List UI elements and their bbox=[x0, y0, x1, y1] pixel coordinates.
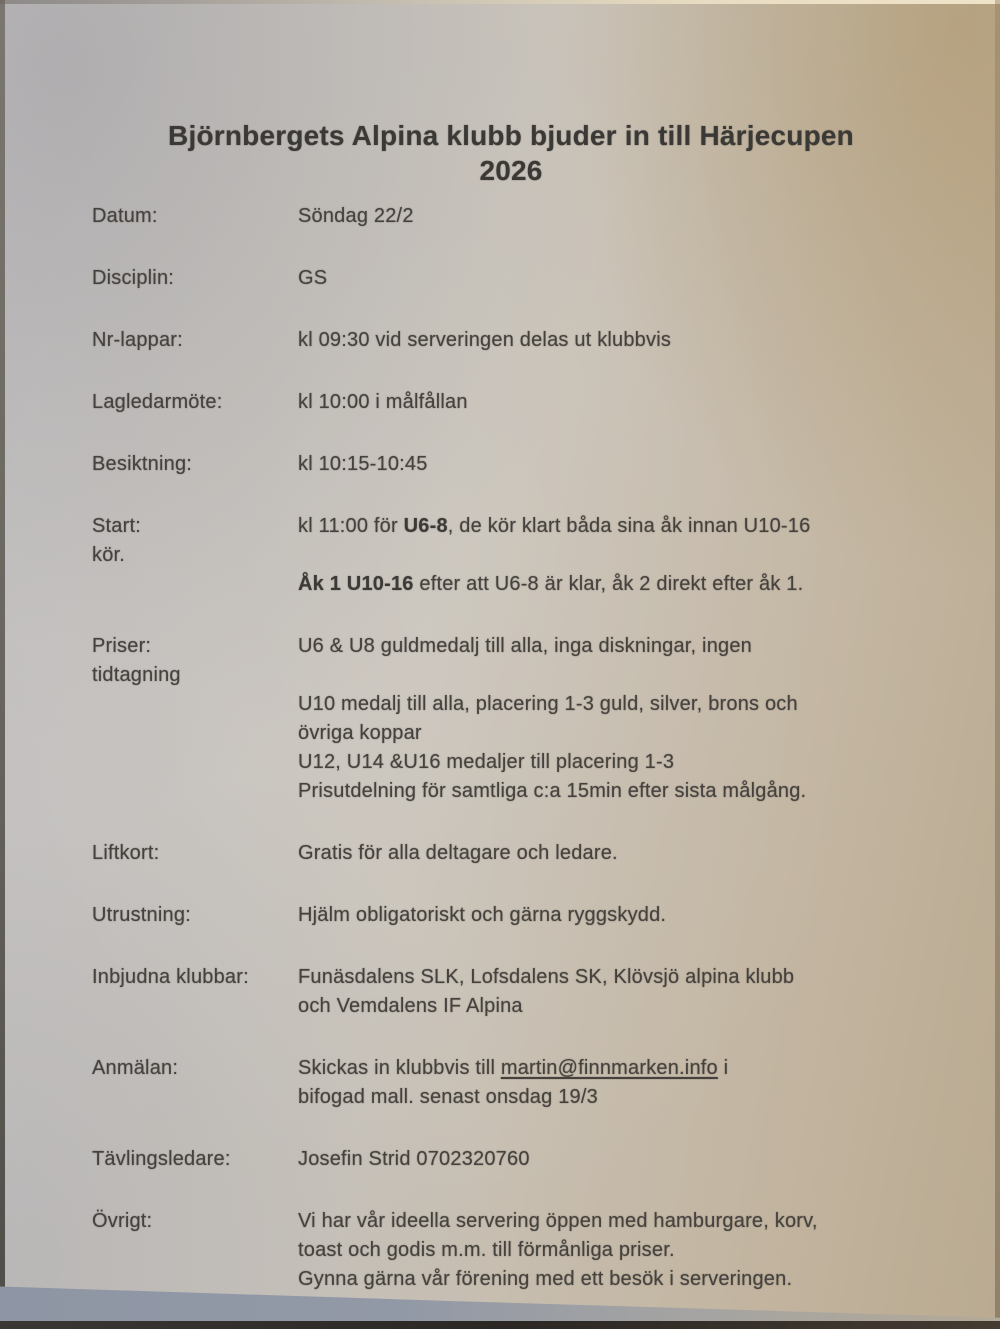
row-lagledarmote bbox=[92, 388, 930, 417]
row-content-inbjudna-klubbar bbox=[298, 963, 930, 1021]
content-line: U12, U14 &U16 medaljer till placering 1-3 bbox=[298, 751, 675, 773]
content-line: Gynna gärna vår förening med ett besök i serveringen. bbox=[298, 1268, 793, 1290]
row-utrustning bbox=[92, 901, 930, 930]
row-content-datum bbox=[298, 202, 930, 231]
row-disciplin bbox=[92, 264, 930, 293]
document-title-line1: Björnbergets Alpina klubb bjuder in till Härjecupen bbox=[168, 120, 854, 151]
content-line: Söndag 22/2 bbox=[298, 205, 414, 227]
content-line: Funäsdalens SLK, Lofsdalens SK, Klövsjö alpina klubb bbox=[298, 966, 795, 988]
row-content-ovrigt bbox=[298, 1207, 930, 1294]
row-label-inbjudna-klubbar: Inbjudna klubbar: bbox=[92, 966, 249, 988]
content-line: toast och godis m.m. till förmånliga priser. bbox=[298, 1239, 675, 1261]
row-label-utrustning: Utrustning: bbox=[92, 904, 191, 926]
content-line: Åk 1 U10-16 efter att U6-8 är klar, åk 2 direkt efter åk 1. bbox=[298, 573, 804, 595]
row-priser bbox=[92, 632, 930, 806]
row-content-disciplin bbox=[298, 264, 930, 293]
row-label-priser: Priser: tidtagning bbox=[92, 635, 181, 686]
row-label-anmalan: Anmälan: bbox=[92, 1057, 179, 1079]
row-content-tavlingsledare bbox=[298, 1145, 930, 1174]
row-label-besiktning: Besiktning: bbox=[92, 453, 193, 475]
row-label-start: Start: kör. bbox=[92, 515, 141, 566]
row-content-liftkort bbox=[298, 839, 930, 868]
row-label-nr-lappar: Nr-lappar: bbox=[92, 329, 183, 351]
row-inbjudna-klubbar bbox=[92, 963, 930, 1021]
content-line: kl 11:00 för U6-8, de kör klart båda sina åk innan U10-16 bbox=[298, 515, 811, 537]
row-datum bbox=[92, 202, 930, 231]
content-line: kl 10:15-10:45 bbox=[298, 453, 428, 475]
content-line: Skickas in klubbvis till martin@finnmarken.info i bbox=[298, 1057, 729, 1079]
content-line: och Vemdalens IF Alpina bbox=[298, 995, 523, 1017]
row-label-datum: Datum: bbox=[92, 205, 158, 227]
content-line: U6 & U8 guldmedalj till alla, inga diskningar, ingen bbox=[298, 635, 752, 657]
content-line: Prisutdelning för samtliga c:a 15min efter sista målgång. bbox=[298, 780, 807, 802]
row-content-lagledarmote bbox=[298, 388, 930, 417]
document-title bbox=[92, 118, 930, 188]
row-content-nr-lappar bbox=[298, 326, 930, 355]
content-line: Hjälm obligatoriskt och gärna ryggskydd. bbox=[298, 904, 667, 926]
row-liftkort bbox=[92, 839, 930, 868]
content-line: övriga koppar bbox=[298, 722, 422, 744]
row-label-liftkort: Liftkort: bbox=[92, 842, 160, 864]
content-line: U10 medalj till alla, placering 1-3 guld, silver, brons och bbox=[298, 693, 798, 715]
content-line: Vi har vår ideella servering öppen med hamburgare, korv, bbox=[298, 1210, 818, 1232]
content-line: Gratis för alla deltagare och ledare. bbox=[298, 842, 618, 864]
row-content-anmalan bbox=[298, 1054, 930, 1112]
content-line: kl 10:00 i målfållan bbox=[298, 391, 468, 413]
photo-bottom-edge bbox=[0, 1321, 1000, 1329]
photo-left-edge bbox=[0, 0, 5, 1329]
row-content-start bbox=[298, 512, 930, 599]
row-content-utrustning bbox=[298, 901, 930, 930]
row-label-lagledarmote: Lagledarmöte: bbox=[92, 391, 223, 413]
photo-top-edge bbox=[0, 0, 1000, 4]
document-title-line2: 2026 bbox=[479, 155, 543, 186]
row-label-ovrigt: Övrigt: bbox=[92, 1210, 153, 1232]
row-label-tavlingsledare: Tävlingsledare: bbox=[92, 1148, 231, 1170]
content-line: GS bbox=[298, 267, 328, 289]
row-besiktning bbox=[92, 450, 930, 479]
row-tavlingsledare bbox=[92, 1145, 930, 1174]
row-label-disciplin: Disciplin: bbox=[92, 267, 175, 289]
content-line: bifogad mall. senast onsdag 19/3 bbox=[298, 1086, 598, 1108]
document-rows bbox=[92, 202, 930, 1294]
row-ovrigt bbox=[92, 1207, 930, 1294]
content-line: Josefin Strid 0702320760 bbox=[298, 1148, 530, 1170]
row-start bbox=[92, 512, 930, 599]
row-nr-lappar bbox=[92, 326, 930, 355]
email-link: martin@finnmarken.info bbox=[500, 1057, 718, 1079]
photo-right-edge bbox=[995, 0, 1000, 1329]
content-line: kl 09:30 vid serveringen delas ut klubbvis bbox=[298, 329, 672, 351]
row-content-priser bbox=[298, 632, 930, 806]
row-content-besiktning bbox=[298, 450, 930, 479]
row-anmalan bbox=[92, 1054, 930, 1112]
